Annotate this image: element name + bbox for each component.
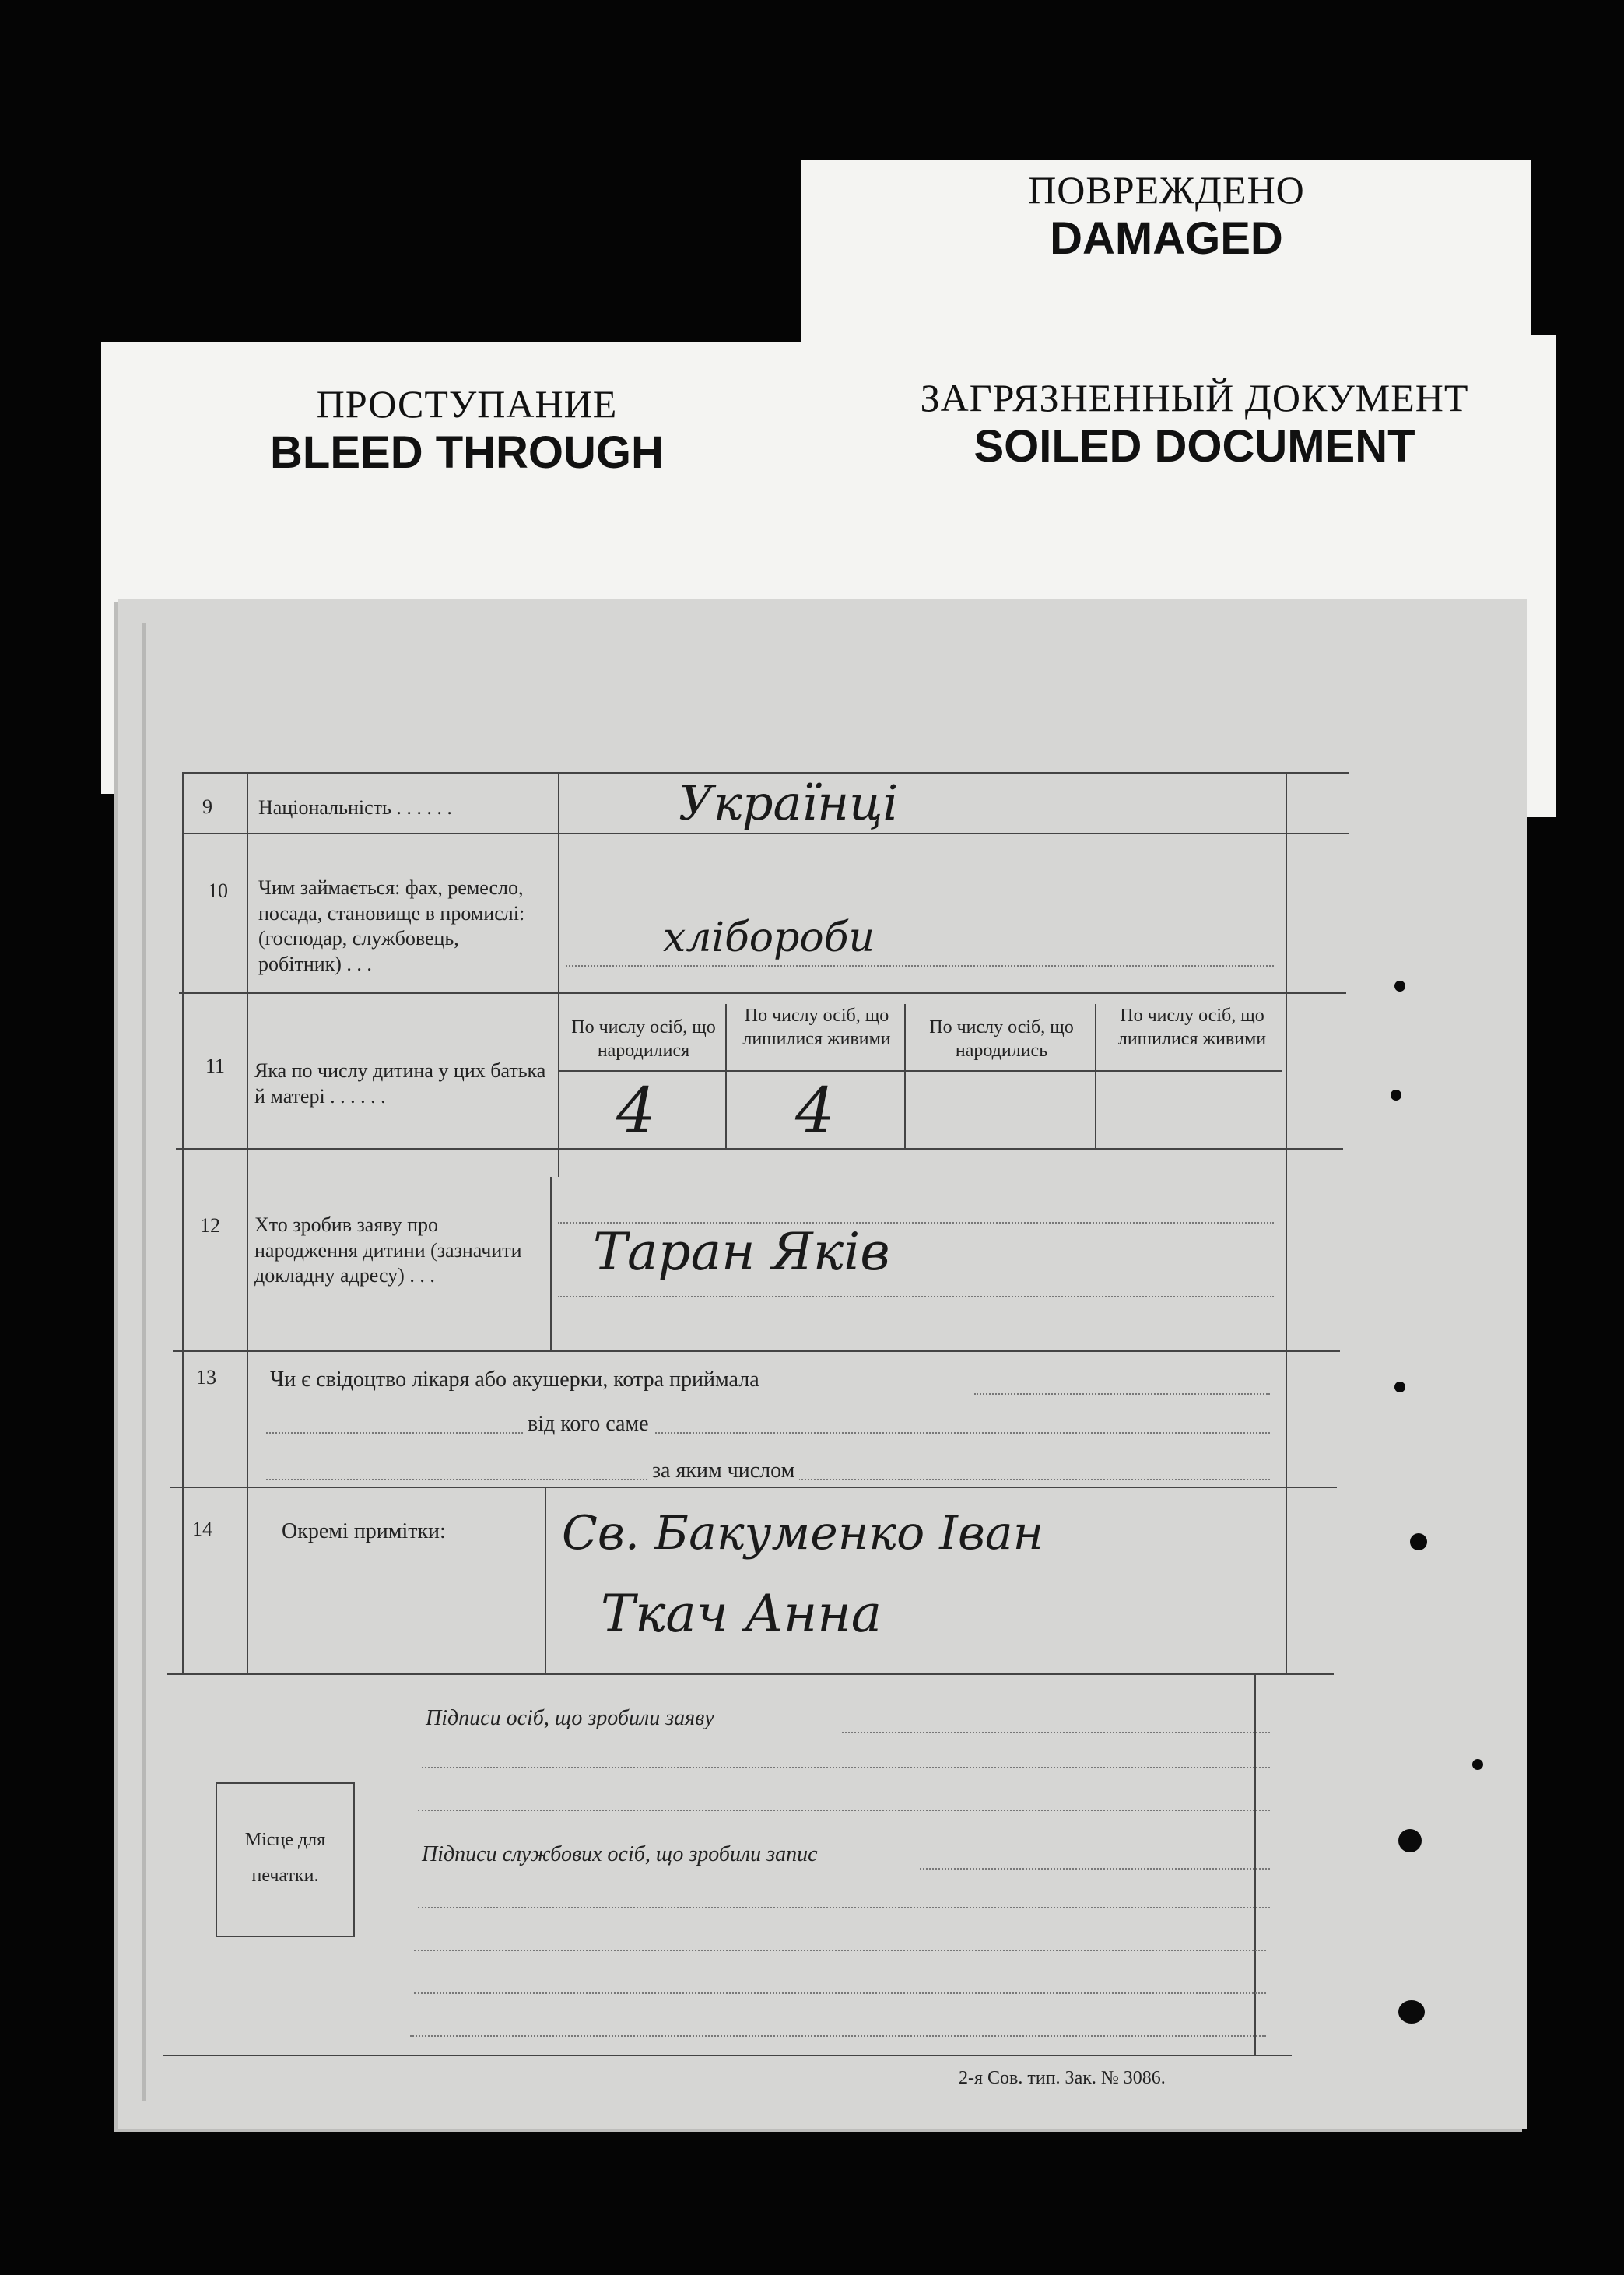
row-number: 12 — [200, 1214, 220, 1237]
nationality-label: Національність . . . . . . — [258, 796, 452, 819]
soiled-en-label: SOILED DOCUMENT — [973, 421, 1415, 472]
row-number: 13 — [196, 1366, 216, 1389]
notes-value-2: Ткач Анна — [601, 1584, 882, 1644]
birth-record-form — [118, 599, 1527, 2129]
stamp-box — [216, 1782, 355, 1937]
alive-count-value: 4 — [795, 1074, 835, 1146]
damage-hole — [1394, 1382, 1405, 1392]
certificate-label: Чи є свідоцтво лікаря або акушерки, котра приймала — [270, 1367, 759, 1392]
row-number: 9 — [202, 795, 212, 818]
child-order-label: Яка по числу дитина у цих батька й матері . . . . . . — [254, 1059, 546, 1108]
row-number: 10 — [208, 879, 228, 902]
printer-imprint: 2-я Сов. тип. Зак. № 3086. — [959, 2068, 1166, 2088]
notes-value-1: Св. Бакуменко Іван — [562, 1506, 1044, 1561]
damage-hole — [1391, 1090, 1401, 1101]
damage-hole — [1472, 1759, 1483, 1770]
row-number: 14 — [192, 1518, 212, 1540]
nationality-value: Українці — [679, 774, 899, 831]
row-number: 11 — [205, 1055, 226, 1077]
declarant-label: Хто зробив заяву про народження дитини (зазначити докладну адресу) . . . — [254, 1213, 522, 1287]
bleed-en-label: BLEED THROUGH — [270, 427, 664, 478]
damage-hole — [1410, 1533, 1427, 1550]
damage-hole — [1398, 2000, 1425, 2024]
notes-label: Окремі примітки: — [282, 1519, 446, 1543]
stamp-label: Місце для печатки. — [244, 1830, 326, 1886]
damage-hole — [1394, 981, 1405, 992]
born-count-value: 4 — [616, 1074, 656, 1146]
signatures-applicants-label: Підписи осіб, що зробили заяву — [426, 1706, 714, 1730]
damage-hole — [1398, 1829, 1422, 1852]
certificate-date: за яким числом — [647, 1457, 799, 1484]
col-alive2: По числу осіб, що лишилися живими — [1117, 1006, 1267, 1049]
signatures-officials-label: Підписи службових осіб, що зробили запис — [422, 1842, 818, 1866]
bleed-ru-label: ПРОСТУПАНИЕ — [316, 382, 618, 426]
col-born: По числу осіб, що народилися — [571, 1017, 716, 1061]
certificate-from-whom: від кого саме — [523, 1410, 654, 1438]
declarant-value: Таран Яків — [593, 1222, 890, 1282]
occupation-label: Чим займається: фах, ремесло, посада, становище в промислі: (господар, службовець, робітник) . . . — [258, 876, 525, 975]
col-alive: По числу осіб, що лишилися живими — [742, 1006, 891, 1049]
soiled-ru-label: ЗАГРЯЗНЕННЫЙ ДОКУМЕНТ — [920, 376, 1469, 420]
col-born2: По числу осіб, що народились — [929, 1017, 1074, 1061]
damaged-ru-label: ПОВРЕЖДЕНО — [1028, 168, 1305, 212]
damaged-en-label: DAMAGED — [1050, 213, 1283, 264]
damaged-label-card — [801, 160, 1531, 354]
occupation-value: хлібороби — [663, 915, 875, 961]
